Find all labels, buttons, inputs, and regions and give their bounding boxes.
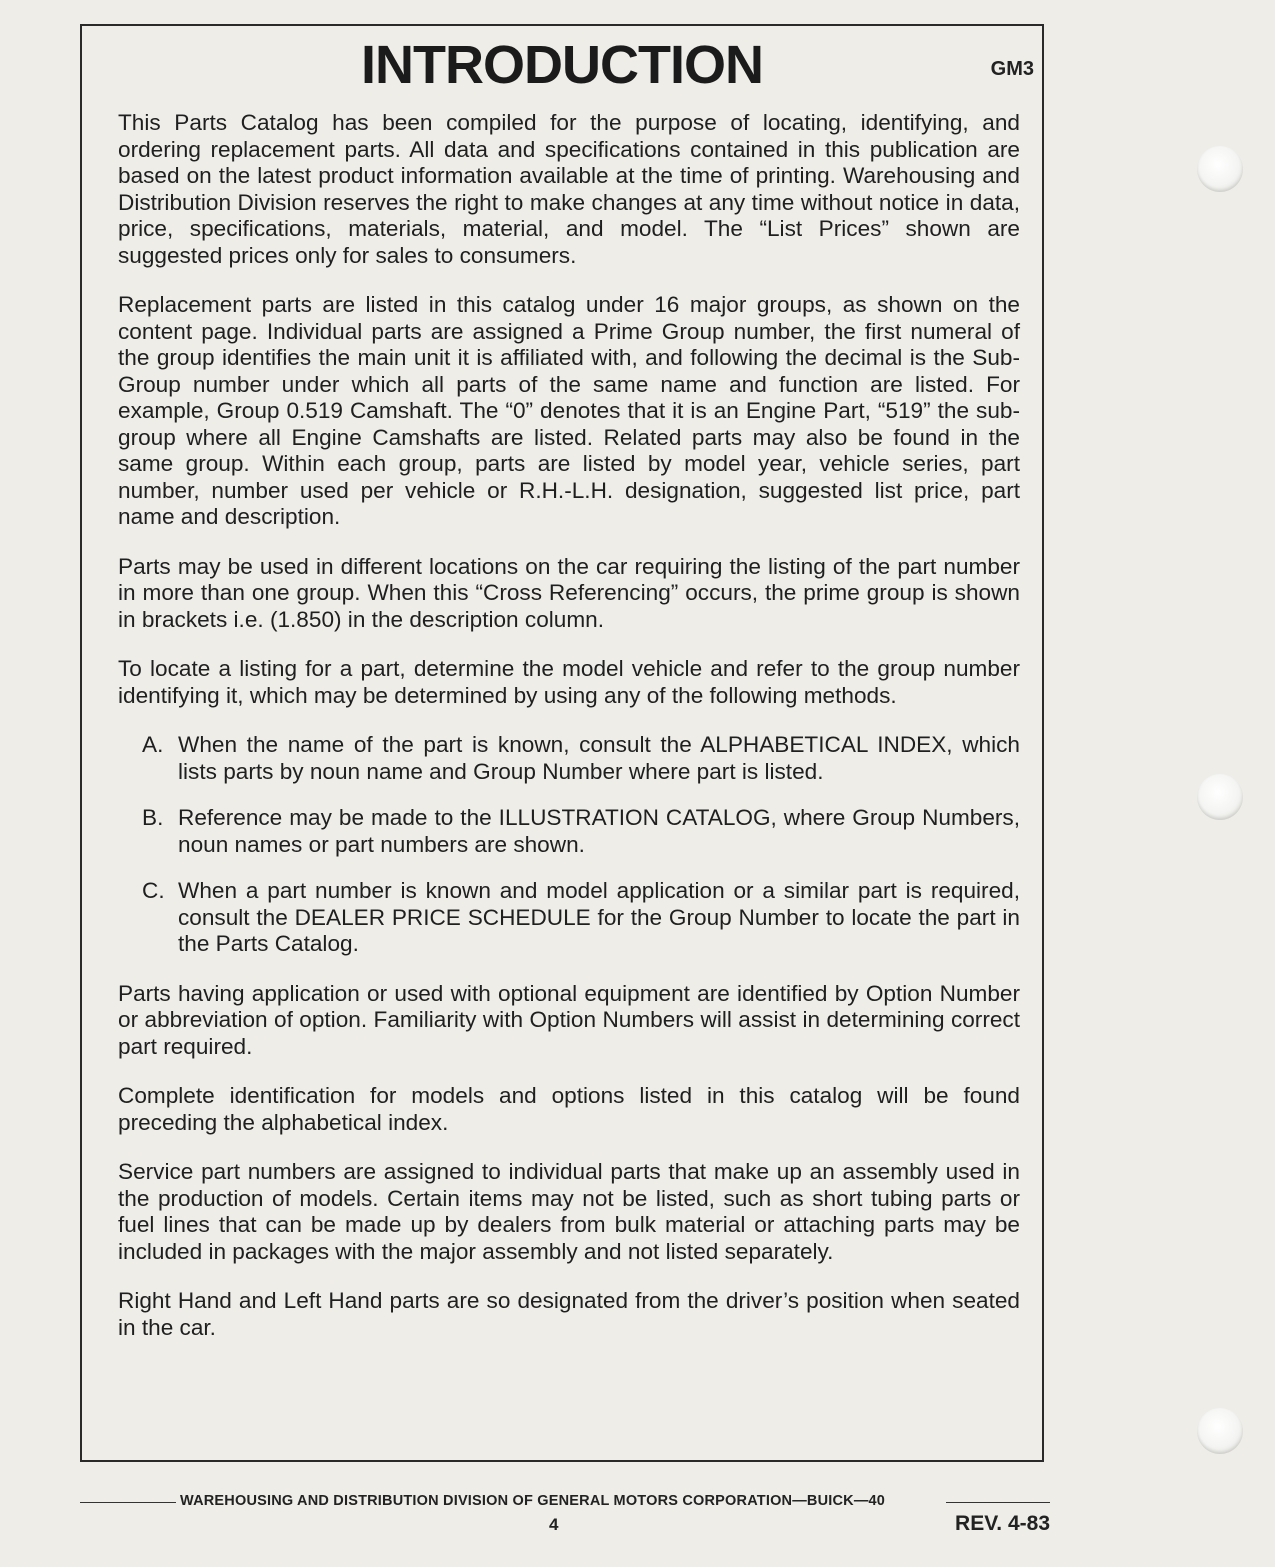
paragraph-cross-reference: Parts may be used in different locations on the car requiring the listing of the part number in more than one group. When this “Cross Referencing” occurs, the prime group is shown in brackets i.e. (1.850) in the description column. — [118, 553, 1020, 632]
punch-hole-bottom — [1197, 1408, 1243, 1454]
content-frame — [80, 24, 1044, 1462]
paragraph-groups: Replacement parts are listed in this catalog under 16 major groups, as shown on the content page. Individual parts are assigned a Prime Group number, the first numeral of the group identifies the main unit it is affiliated with, and following the decimal is the Sub-Group number under which all parts of the same name and function are listed. For example, Group 0.519 Camshaft. The “0” denotes that it is an Engine Part, “519” the sub-group where all Engine Camshafts are listed. Related parts may also be found in the same group. Within each group, parts are listed by model year, vehicle series, part number, number used per vehicle or R.H.-L.H. designation, suggested list price, part name and description. — [118, 292, 1020, 529]
method-item-b — [142, 805, 1020, 858]
method-item-c — [142, 878, 1020, 958]
page-number: 4 — [549, 1515, 559, 1534]
footer-rule-left — [80, 1502, 176, 1503]
paragraph-service-parts: Service part numbers are assigned to individual parts that make up an assembly used in the production of models. Certain items may not be listed, such as short tubing parts or fuel lines that can be made up by dealers from bulk material or attaching parts may be included in packages with the major assembly and not listed separately. — [118, 1159, 1020, 1264]
revision-label: REV. 4-83 — [955, 1512, 1050, 1535]
page-title: INTRODUCTION — [361, 35, 763, 95]
punch-hole-middle — [1197, 774, 1243, 820]
paragraph-locate: To locate a listing for a part, determine the model vehicle and refer to the group number identifying it, which may be determined by using any of the following methods. — [118, 656, 1020, 708]
body-text — [118, 110, 1020, 1364]
method-item-a — [142, 732, 1020, 785]
method-letter: A. — [142, 732, 164, 757]
method-text: When a part number is known and model application or a similar part is required, consult the DEALER PRICE SCHEDULE for the Group Number to locate the part in the Parts Catalog. — [178, 878, 1020, 956]
paragraph-options: Parts having application or used with optional equipment are identified by Option Number or abbreviation of option. Familiarity with Option Numbers will assist in determining correct part required. — [118, 980, 1020, 1059]
paragraph-purpose: This Parts Catalog has been compiled for the purpose of locating, identifying, and ordering replacement parts. All data and specifications contained in this publication are based on the latest product information available at the time of printing. Warehousing and Distribution Division reserves the right to make changes at any time without notice in data, price, specifications, materials, material, and model. The “List Prices” shown are suggested prices only for sales to consumers. — [118, 110, 1020, 268]
method-letter: B. — [142, 805, 164, 830]
paragraph-hand-designation: Right Hand and Left Hand parts are so designated from the driver’s position when seated in the car. — [118, 1288, 1020, 1340]
punch-hole-top — [1197, 146, 1243, 192]
paragraph-identification: Complete identification for models and options listed in this catalog will be found preceding the alphabetical index. — [118, 1083, 1020, 1135]
section-code: GM3 — [990, 58, 1034, 80]
method-text: When the name of the part is known, consult the ALPHABETICAL INDEX, which lists parts by noun name and Group Number where part is listed. — [178, 732, 1020, 784]
footer-rule-right — [946, 1502, 1050, 1503]
footer-publisher: WAREHOUSING AND DISTRIBUTION DIVISION OF GENERAL MOTORS CORPORATION—BUICK—40 — [180, 1493, 886, 1509]
method-text: Reference may be made to the ILLUSTRATION CATALOG, where Group Numbers, noun names or part numbers are shown. — [178, 805, 1020, 857]
method-letter: C. — [142, 878, 165, 903]
